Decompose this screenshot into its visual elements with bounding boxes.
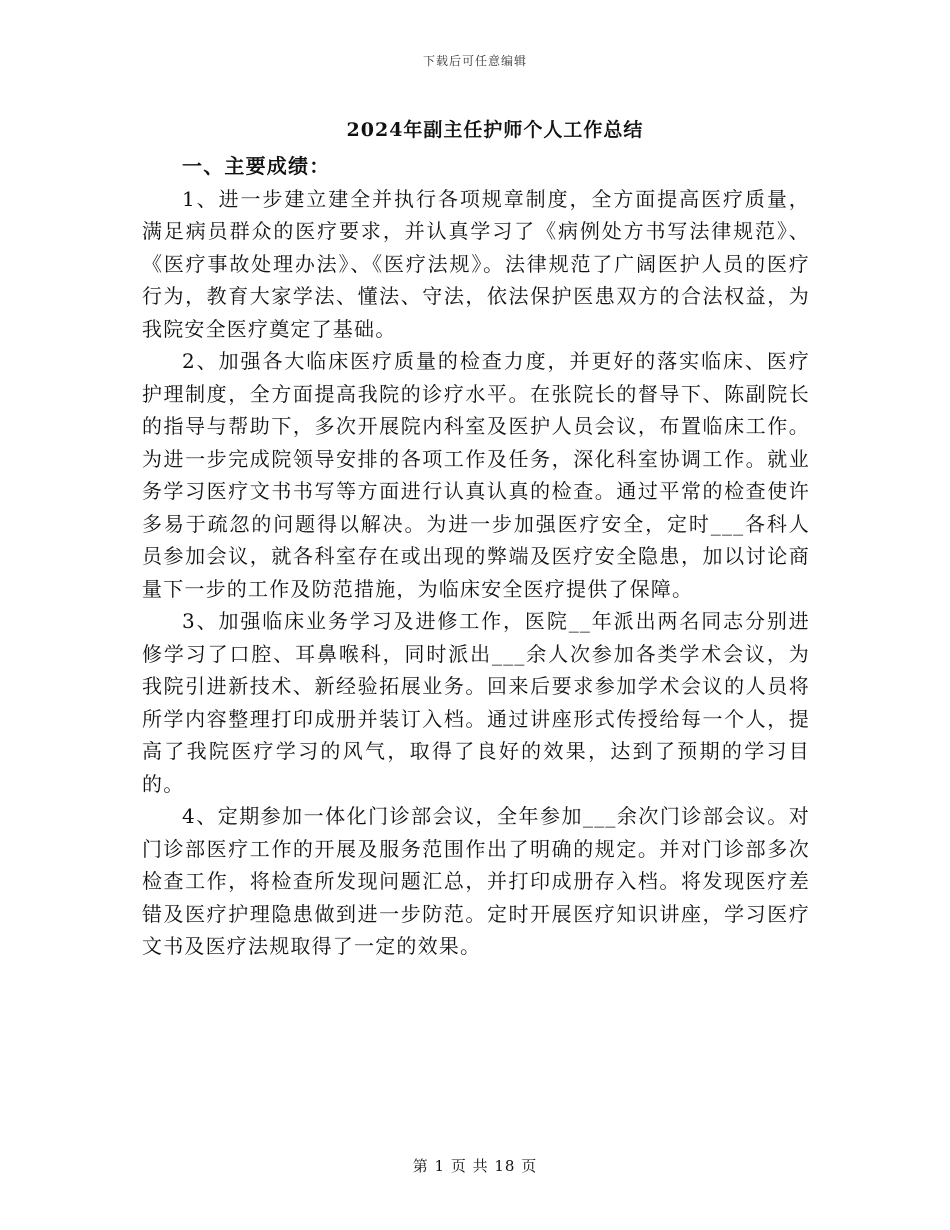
document-title: 2024年副主任护师个人工作总结 bbox=[346, 119, 644, 141]
page-header-note: 下载后可任意编辑 bbox=[422, 54, 527, 68]
paragraph-1: 1、进一步建立建全并执行各项规章制度，全方面提高医疗质量，满足病员群众的医疗要求，并认真学习了《病例处方书写法律规范》、《医疗事故处理办法》、《医疗法规》。法律规范了广阔医护人员的医疗行为，教育大家学法、懂法、守法，依法保护医患双方的合法权益，为我院安全医疗奠定了基础。 bbox=[142, 186, 810, 341]
paragraph-3: 3、加强临床业务学习及进修工作，医院__年派出两名同志分别进修学习了口腔、耳鼻喉科，同时派出___余人次参加各类学术会议，为我院引进新技术、新经验拓展业务。回来后要求参加学术会议的人员将所学内容整理打印成册并装订入档。通过讲座形式传授给每一个人，提高了我院医疗学习的风气，取得了良好的效果，达到了预期的学习目的。 bbox=[142, 609, 810, 796]
paragraph-4: 4、定期参加一体化门诊部会议，全年参加___余次门诊部会议。对门诊部医疗工作的开展及服务范围作出了明确的规定。并对门诊部多次检查工作，将检查所发现问题汇总，并打印成册存入档。将发现医疗差错及医疗护理隐患做到进一步防范。定时开展医疗知识讲座，学习医疗文书及医疗法规取得了一定的效果。 bbox=[142, 804, 810, 958]
document-body bbox=[142, 150, 810, 963]
section-heading: 一、主要成绩： bbox=[182, 154, 331, 178]
page-number: 第 1 页 共 18 页 bbox=[412, 1157, 538, 1175]
paragraph-2: 2、加强各大临床医疗质量的检查力度，并更好的落实临床、医疗护理制度，全方面提高我院的诊疗水平。在张院长的督导下、陈副院长的指导与帮助下，多次开展院内科室及医护人员会议，布置临床工作。为进一步完成院领导安排的各项工作及任务，深化科室协调工作。就业务学习医疗文书书写等方面进行认真认真的检查。通过平常的检查使许多易于疏忽的问题得以解决。为进一步加强医疗安全，定时___各科人员参加会议，就各科室存在或出现的弊端及医疗安全隐患，加以讨论商量下一步的工作及防范措施，为临床安全医疗提供了保障。 bbox=[142, 349, 810, 601]
